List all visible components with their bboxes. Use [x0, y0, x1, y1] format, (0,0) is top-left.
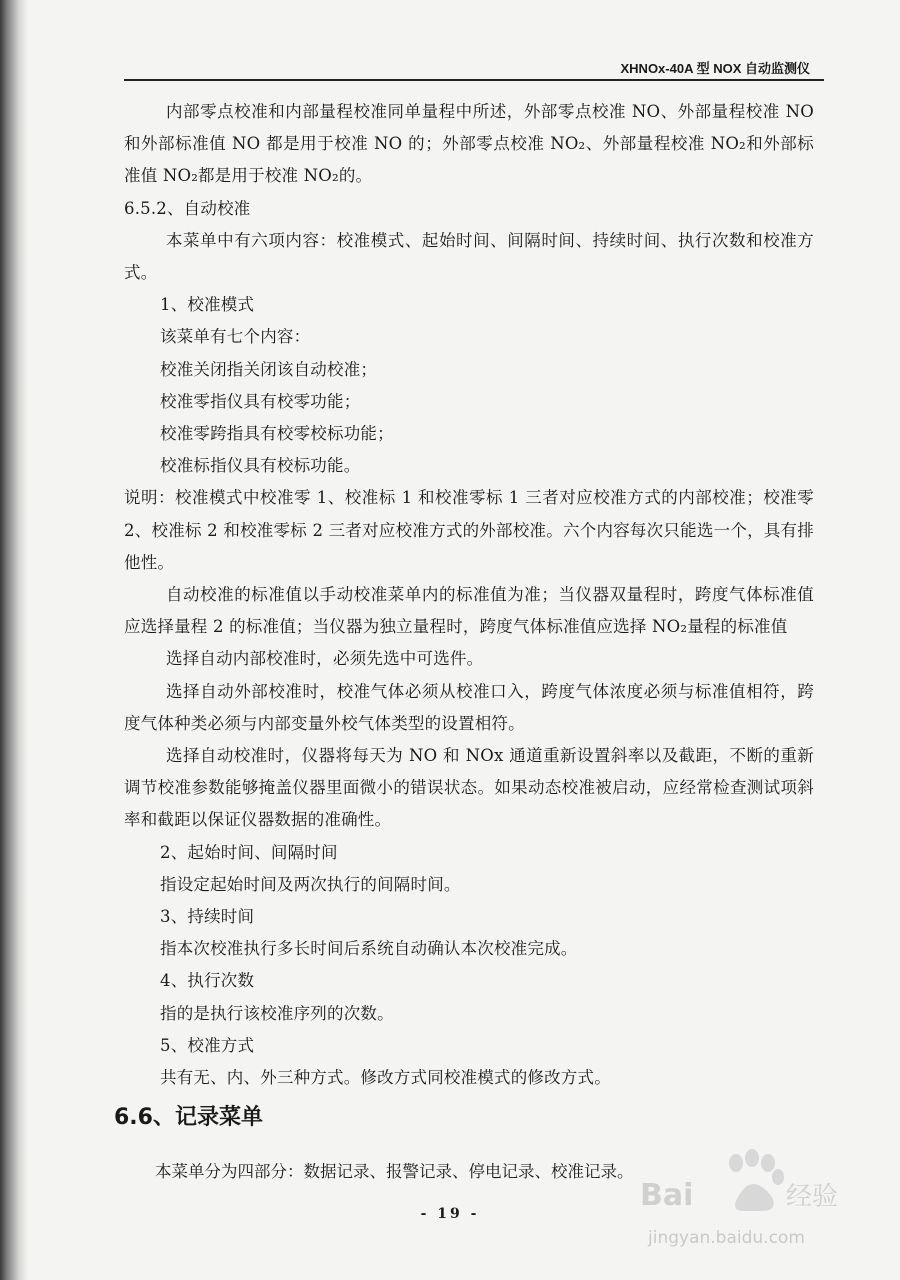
subsection-heading: 6.5.2、自动校准: [124, 198, 251, 218]
list-heading: 3、持续时间: [160, 907, 255, 927]
list-heading: 5、校准方式: [160, 1035, 255, 1055]
header-rule: [124, 79, 824, 81]
list-item: 校准零跨指具有校零校标功能；: [160, 424, 394, 444]
body-text: [124, 96, 814, 1094]
section-title: 6.6、记录菜单: [114, 1105, 263, 1130]
paragraph: 该菜单有七个内容：: [160, 327, 311, 347]
paragraph: 选择自动外部校准时，校准气体必须从校准口入，跨度气体浓度必须与标准值相符，跨度气体种类必须与内部变量外校气体类型的设置相符。: [124, 681, 814, 733]
paragraph: 指的是执行该校准序列的次数。: [160, 1003, 394, 1023]
watermark-url: jingyan.baidu.com: [648, 1228, 805, 1248]
list-heading: 2、起始时间、间隔时间: [160, 842, 338, 862]
list-item: 校准零指仪具有校零功能；: [160, 391, 361, 411]
paragraph: 选择自动内部校准时，必须先选中可选件。: [166, 649, 484, 669]
paragraph: 共有无、内、外三种方式。修改方式同校准模式的修改方式。: [160, 1068, 611, 1088]
note-paragraph: 说明：校准模式中校准零 1、校准标 1 和校准零标 1 三者对应校准方式的内部校准；校准零 2、校准标 2 和校准零标 2 三者对应校准方式的外部校准。六个内容每次只能选一个，具有排他性。: [124, 488, 814, 572]
page-number: - 19 -: [420, 1206, 480, 1222]
paragraph: 指设定起始时间及两次执行的间隔时间。: [160, 874, 461, 894]
list-item: 校准关闭指关闭该自动校准；: [160, 359, 378, 379]
paragraph: 自动校准的标准值以手动校准菜单内的标准值为准；当仪器双量程时，跨度气体标准值应选择量程 2 的标准值；当仪器为独立量程时，跨度气体标准值应选择 NO₂量程的标准值: [124, 585, 814, 637]
list-item: 校准标指仪具有校标功能。: [160, 456, 361, 476]
paragraph: 指本次校准执行多长时间后系统自动确认本次校准完成。: [160, 939, 578, 959]
baidu-paw-logo-icon: [640, 1145, 840, 1225]
paragraph: 本菜单中有六项内容：校准模式、起始时间、间隔时间、持续时间、执行次数和校准方式。: [124, 230, 814, 283]
paragraph: 内部零点校准和内部量程校准同单量程中所述，外部零点校准 NO、外部量程校准 NO 和外部标准值 NO 都是用于校准 NO 的；外部零点校准 NO₂、外部量程校准 NO₂和外部标准值 NO₂都是用于校准 NO₂的。: [124, 102, 814, 186]
svg-text:Bai: Bai: [640, 1178, 694, 1213]
section-intro: 本菜单分为四部分：数据记录、报警记录、停电记录、校准记录。: [155, 1162, 634, 1181]
list-heading: 4、执行次数: [160, 971, 255, 991]
svg-text:经验: 经验: [786, 1182, 839, 1212]
paragraph: 选择自动校准时，仪器将每天为 NO 和 NOx 通道重新设置斜率以及截距，不断的重新调节校准参数能够掩盖仪器里面微小的错误状态。如果动态校准被启动，应经常检查测试项斜率和截距以保证仪器数据的准确性。: [124, 746, 814, 830]
list-heading: 1、校准模式: [160, 295, 255, 315]
scan-edge-shadow: [0, 0, 28, 1280]
running-header: XHNOx-40A 型 NOX 自动监测仪: [620, 61, 810, 76]
